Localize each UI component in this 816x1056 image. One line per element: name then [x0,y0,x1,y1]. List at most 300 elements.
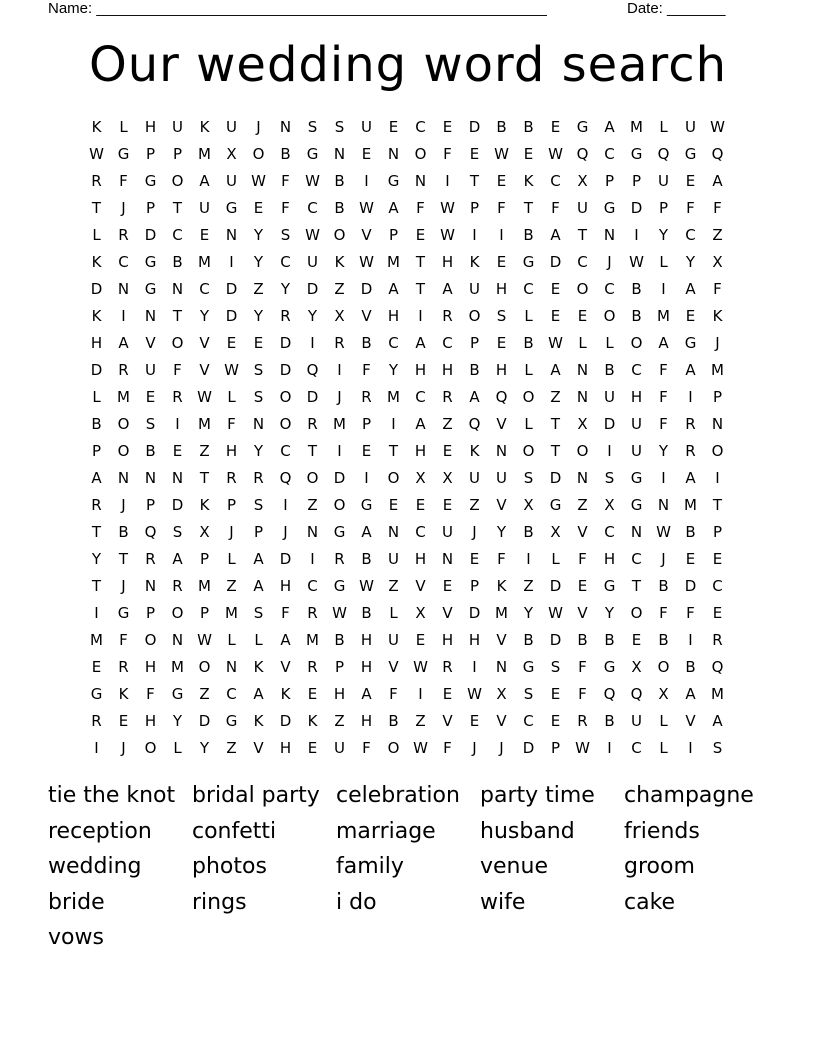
grid-letter: A [685,279,696,298]
page-title: Our wedding word search [88,37,728,93]
grid-letter: V [253,738,264,757]
grid-letter: M [387,387,400,406]
grid-letter: K [469,252,480,271]
grid-letter: V [496,495,507,514]
grid-letter: H [360,630,373,649]
grid-letter: Z [334,279,345,298]
grid-letter: B [658,576,669,595]
grid-letter: I [121,306,126,325]
grid-letter: D [144,225,157,244]
grid-letter: Z [415,711,426,730]
grid-letter: Y [253,441,264,460]
grid-letter: M [630,117,643,136]
grid-letter: U [469,279,480,298]
grid-letter: O [171,171,184,190]
grid-letter: D [549,468,562,487]
grid-letter: Q [468,414,481,433]
grid-letter: S [253,495,264,514]
grid-letter: E [550,711,561,730]
grid-letter: J [499,738,504,757]
grid-letter: D [198,711,211,730]
grid-letter: D [684,576,697,595]
grid-letter: A [604,117,615,136]
grid-letter: P [199,603,210,622]
grid-letter: C [442,333,453,352]
grid-letter: S [253,603,264,622]
grid-letter: S [253,360,264,379]
grid-letter: Y [253,225,264,244]
grid-letter: X [604,495,615,514]
grid-letter: N [387,144,400,163]
grid-letter: F [686,198,695,217]
grid-letter: C [604,279,615,298]
grid-letter: D [549,252,562,271]
grid-letter: B [361,603,372,622]
grid-letter: V [145,333,156,352]
word-list-item: cake [624,889,676,915]
grid-letter: G [225,198,238,217]
grid-letter: H [144,657,157,676]
grid-letter: K [118,684,129,703]
grid-letter: I [472,225,477,244]
grid-letter: A [253,549,264,568]
grid-letter: O [252,144,265,163]
grid-letter: K [91,252,102,271]
grid-letter: W [548,603,563,622]
grid-letter: X [334,306,345,325]
grid-letter: O [117,441,130,460]
grid-letter: V [442,603,453,622]
grid-letter: H [279,738,292,757]
grid-letter: S [550,657,561,676]
grid-letter: T [91,576,102,595]
grid-letter: E [226,333,237,352]
grid-letter: G [306,144,319,163]
grid-letter: N [441,549,454,568]
grid-letter: B [631,306,642,325]
grid-letter: P [712,387,723,406]
grid-letter: H [441,630,454,649]
grid-letter: C [604,522,615,541]
grid-letter: I [715,468,720,487]
grid-letter: P [469,333,480,352]
grid-letter: P [226,495,237,514]
grid-letter: E [442,495,453,514]
grid-letter: B [91,414,102,433]
grid-letter: O [522,387,535,406]
grid-letter: I [607,738,612,757]
grid-letter: M [198,576,211,595]
grid-letter: Q [279,468,292,487]
grid-letter: E [469,711,480,730]
grid-letter: V [496,414,507,433]
grid-letter: N [144,468,157,487]
grid-letter: N [279,117,292,136]
grid-letter: J [256,117,261,136]
grid-letter: I [418,306,423,325]
grid-letter: H [495,360,508,379]
grid-letter: E [388,495,399,514]
word-list-item: i do [336,889,377,915]
grid-letter: O [144,630,157,649]
grid-letter: P [145,495,156,514]
grid-letter: L [551,549,560,568]
grid-letter: Q [630,684,643,703]
grid-letter: W [629,252,644,271]
grid-letter: H [90,333,103,352]
grid-letter: C [415,522,426,541]
grid-letter: E [523,144,534,163]
grid-letter: C [172,225,183,244]
word-list [48,778,768,956]
grid-letter: D [90,279,103,298]
grid-letter: M [306,630,319,649]
grid-letter: S [280,225,291,244]
grid-letter: X [631,657,642,676]
grid-letter: R [685,414,696,433]
grid-letter: W [440,198,455,217]
grid-letter: I [364,468,369,487]
word-list-item: bridal party [192,783,320,808]
grid-letter: B [523,117,534,136]
grid-letter: T [415,279,426,298]
grid-letter: A [172,549,183,568]
grid-letter: H [387,306,400,325]
grid-letter: U [145,360,156,379]
grid-letter: J [121,198,126,217]
grid-letter: O [387,738,400,757]
grid-letter: U [442,522,453,541]
grid-letter: K [91,306,102,325]
grid-letter: B [604,630,615,649]
grid-letter: K [523,171,534,190]
grid-letter: D [306,279,319,298]
grid-letter: O [333,225,346,244]
grid-letter: C [307,198,318,217]
grid-letter: C [118,252,129,271]
grid-letter: M [711,360,724,379]
grid-letter: M [684,495,697,514]
grid-letter: X [712,252,723,271]
grid-letter: J [661,549,666,568]
word-list-item: confetti [192,818,277,844]
grid-letter: N [630,522,643,541]
grid-letter: L [92,225,101,244]
grid-letter: E [415,225,426,244]
grid-letter: V [280,657,291,676]
grid-letter: D [549,576,562,595]
grid-letter: G [522,252,535,271]
grid-letter: W [197,630,212,649]
grid-letter: R [172,576,183,595]
grid-letter: J [715,333,720,352]
grid-letter: C [388,333,399,352]
grid-letter: E [550,306,561,325]
grid-letter: H [414,360,427,379]
grid-letter: Z [226,576,237,595]
grid-letter: R [712,630,723,649]
grid-letter: L [173,738,182,757]
grid-letter: R [145,549,156,568]
grid-letter: F [416,198,425,217]
grid-letter: G [684,144,697,163]
name-field-label: Name: ______________________________________________________ [48,0,547,17]
grid-letter: L [659,711,668,730]
grid-letter: N [117,468,130,487]
grid-letter: M [225,603,238,622]
grid-letter: N [576,360,589,379]
grid-letter: B [145,441,156,460]
grid-letter: P [145,144,156,163]
grid-letter: I [688,738,693,757]
grid-letter: Y [388,360,399,379]
grid-letter: K [280,684,291,703]
grid-letter: U [631,711,642,730]
grid-letter: R [172,387,183,406]
grid-letter: F [281,198,290,217]
grid-letter: O [576,441,589,460]
grid-letter: A [469,387,480,406]
grid-letter: A [118,333,129,352]
grid-letter: C [631,360,642,379]
grid-letter: O [711,441,724,460]
grid-letter: T [712,495,723,514]
grid-letter: U [226,117,237,136]
grid-letter: R [118,225,129,244]
grid-letter: A [253,576,264,595]
grid-letter: M [198,414,211,433]
word-list-item: champagne [624,783,754,808]
grid-letter: F [713,198,722,217]
grid-letter: K [469,441,480,460]
grid-letter: E [442,441,453,460]
grid-letter: X [523,495,534,514]
grid-letter: Q [306,360,319,379]
grid-letter: N [306,522,319,541]
grid-letter: A [253,684,264,703]
grid-letter: K [712,306,723,325]
grid-letter: R [280,306,291,325]
grid-letter: U [631,441,642,460]
word-list-item: wedding [48,854,142,879]
date-field-label: Date: _______ [627,0,726,17]
grid-letter: E [442,684,453,703]
grid-letter: O [144,738,157,757]
grid-letter: Y [604,603,615,622]
grid-letter: E [712,603,723,622]
grid-letter: E [496,171,507,190]
grid-letter: D [549,630,562,649]
grid-letter: E [442,117,453,136]
grid-letter: A [685,684,696,703]
grid-letter: K [199,495,210,514]
grid-letter: T [550,414,561,433]
grid-letter: D [603,414,616,433]
grid-letter: T [415,252,426,271]
grid-letter: E [631,630,642,649]
grid-letter: R [442,306,453,325]
grid-letter: L [227,630,236,649]
grid-letter: F [659,603,668,622]
grid-letter: E [253,333,264,352]
grid-letter: E [469,144,480,163]
grid-letter: R [442,387,453,406]
grid-letter: O [603,306,616,325]
grid-letter: V [361,225,372,244]
grid-letter: W [359,576,374,595]
grid-letter: I [526,549,531,568]
grid-letter: J [472,738,477,757]
grid-letter: E [199,225,210,244]
grid-letter: J [121,495,126,514]
grid-letter: H [414,441,427,460]
grid-letter: Y [496,522,507,541]
grid-letter: E [172,441,183,460]
grid-letter: Q [603,684,616,703]
grid-letter: E [550,279,561,298]
grid-letter: N [711,414,724,433]
grid-letter: E [361,144,372,163]
word-list-item: family [336,854,404,879]
grid-letter: O [279,387,292,406]
grid-letter: I [310,549,315,568]
grid-letter: I [607,441,612,460]
grid-letter: X [226,144,237,163]
grid-letter: H [225,441,238,460]
grid-letter: U [469,468,480,487]
grid-letter: W [710,117,725,136]
grid-letter: I [418,684,423,703]
grid-letter: X [577,171,588,190]
grid-letter: A [712,711,723,730]
grid-letter: H [360,657,373,676]
grid-letter: E [550,117,561,136]
grid-letter: G [225,711,238,730]
word-list-item: groom [624,854,695,879]
grid-letter: N [657,495,670,514]
grid-letter: C [577,252,588,271]
grid-letter: C [415,387,426,406]
grid-letter: R [334,549,345,568]
grid-letter: C [199,279,210,298]
grid-letter: O [630,333,643,352]
grid-letter: F [713,279,722,298]
grid-letter: I [688,387,693,406]
grid-letter: Q [657,144,670,163]
grid-letter: R [577,711,588,730]
grid-letter: K [253,657,264,676]
grid-letter: T [577,225,588,244]
grid-letter: Y [253,306,264,325]
grid-letter: W [89,144,104,163]
grid-letter: F [173,360,182,379]
grid-letter: A [550,225,561,244]
grid-letter: U [685,117,696,136]
grid-letter: Z [550,387,561,406]
grid-letter: N [495,441,508,460]
grid-letter: N [117,279,130,298]
grid-letter: O [333,495,346,514]
grid-letter: G [144,252,157,271]
grid-letter: W [440,225,455,244]
grid-letter: B [334,630,345,649]
grid-letter: H [603,549,616,568]
grid-letter: L [524,360,533,379]
grid-letter: A [361,684,372,703]
grid-letter: B [604,711,615,730]
grid-letter: E [307,684,318,703]
grid-letter: F [281,171,290,190]
grid-letter: E [442,576,453,595]
grid-letter: C [280,441,291,460]
grid-letter: S [307,117,318,136]
grid-letter: P [253,522,264,541]
grid-letter: E [577,576,588,595]
grid-letter: A [361,522,372,541]
grid-letter: E [361,441,372,460]
grid-letter: B [469,360,480,379]
grid-letter: N [603,225,616,244]
grid-letter: Z [307,495,318,514]
grid-letter: P [361,414,372,433]
grid-letter: X [658,684,669,703]
grid-letter: G [576,117,589,136]
grid-letter: G [522,657,535,676]
word-list-item: bride [48,889,105,915]
word-list-item: venue [480,854,548,879]
grid-letter: R [361,387,372,406]
grid-letter: A [388,279,399,298]
grid-letter: B [604,360,615,379]
grid-letter: P [631,171,642,190]
grid-letter: Q [711,144,724,163]
grid-letter: H [144,711,157,730]
grid-letter: Z [388,576,399,595]
grid-letter: B [631,279,642,298]
grid-letter: Y [199,306,210,325]
grid-letter: Z [226,738,237,757]
grid-letter: M [711,684,724,703]
word-list-item: friends [624,818,700,844]
grid-letter: F [659,414,668,433]
grid-letter: C [415,117,426,136]
grid-letter: U [658,171,669,190]
grid-letter: C [631,549,642,568]
grid-letter: I [445,171,450,190]
grid-letter: R [307,414,318,433]
grid-letter: K [496,576,507,595]
grid-letter: E [415,495,426,514]
grid-letter: L [659,252,668,271]
grid-letter: M [333,414,346,433]
word-list-item: vows [48,925,104,950]
grid-letter: A [388,198,399,217]
grid-letter: U [334,738,345,757]
grid-letter: L [92,387,101,406]
grid-letter: V [577,603,588,622]
grid-letter: D [468,603,481,622]
grid-letter: F [578,684,587,703]
grid-letter: P [199,549,210,568]
grid-letter: P [334,657,345,676]
grid-letter: K [199,117,210,136]
grid-letter: G [144,171,157,190]
grid-letter: L [119,117,128,136]
grid-letter: R [442,657,453,676]
grid-letter: W [548,333,563,352]
grid-letter: Y [658,225,669,244]
grid-letter: F [578,657,587,676]
